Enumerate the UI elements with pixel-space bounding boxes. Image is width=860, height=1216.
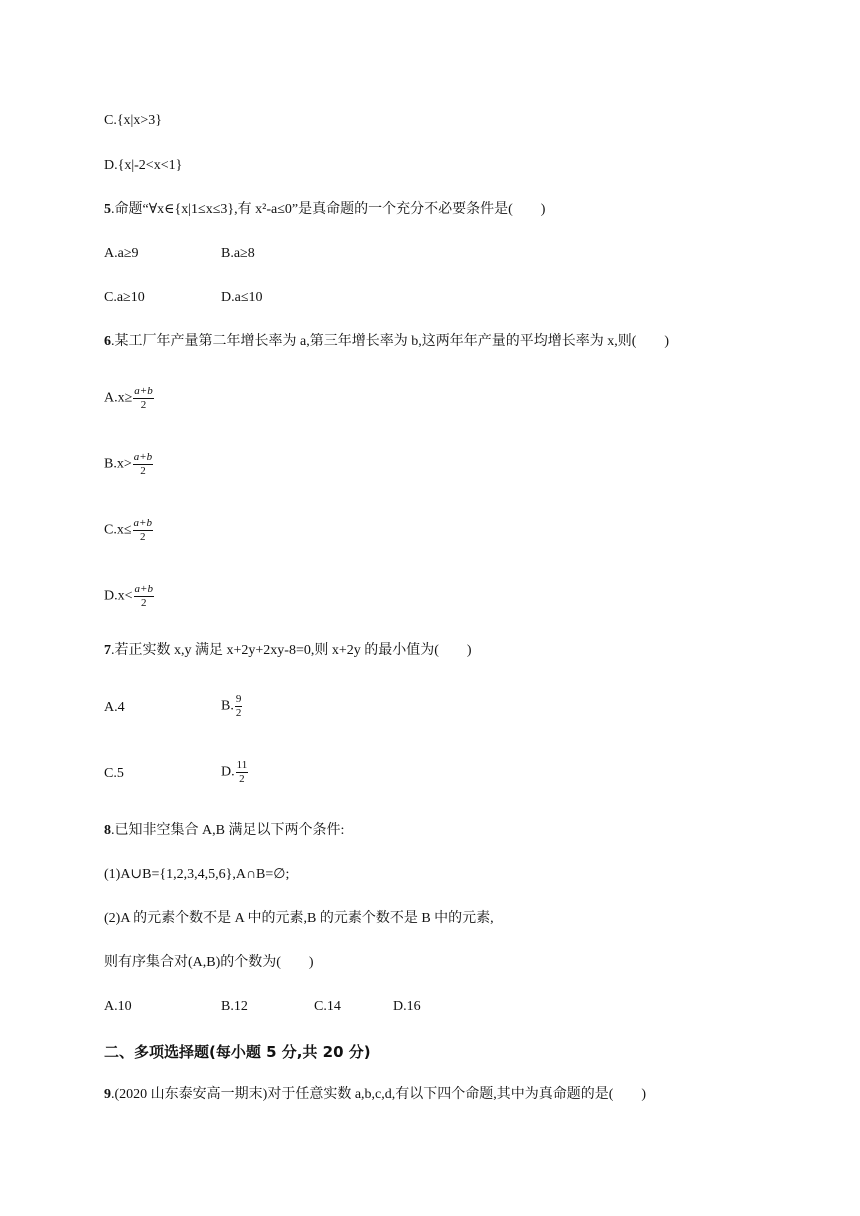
section-heading: 二、多项选择题(每小题 5 分,共 20 分) <box>104 1043 371 1061</box>
fraction-numerator: 9 <box>235 693 242 705</box>
question-number: 7 <box>104 643 111 658</box>
q6-option-d <box>104 584 154 609</box>
fraction-denominator: 2 <box>239 773 245 785</box>
option-prefix: D. <box>221 764 235 780</box>
q8-option-c: C.14 <box>314 999 341 1014</box>
question-9 <box>104 1086 646 1104</box>
question-5 <box>104 201 545 219</box>
fraction <box>235 694 243 719</box>
fraction-denominator: 2 <box>235 707 242 719</box>
fraction <box>133 518 153 543</box>
q7-option-c: C.5 <box>104 766 124 781</box>
fraction <box>133 386 153 411</box>
q8-option-a: A.10 <box>104 999 132 1014</box>
q7-option-a: A.4 <box>104 700 125 715</box>
question-text: .(2020 山东泰安高一期末)对于任意实数 a,b,c,d,有以下四个命题,其中为真命题的是( ) <box>111 1087 647 1102</box>
fraction <box>133 452 153 477</box>
fraction-denominator: 2 <box>140 531 146 543</box>
q5-option-a: A.a≥9 <box>104 246 139 261</box>
question-text: .已知非空集合 A,B 满足以下两个条件: <box>111 823 345 838</box>
option-c-prev: C.{x|x>3} <box>104 113 162 128</box>
question-text: .若正实数 x,y 满足 x+2y+2xy-8=0,则 x+2y 的最小值为( ) <box>111 643 472 658</box>
question-number: 6 <box>104 334 111 349</box>
fraction-numerator: 11 <box>236 759 248 771</box>
question-8 <box>104 822 344 840</box>
q5-option-d: D.a≤10 <box>221 290 263 305</box>
fraction-numerator: a+b <box>134 385 153 397</box>
q7-option-d <box>221 760 248 785</box>
q8-option-b: B.12 <box>221 999 248 1014</box>
option-prefix: A.x≥ <box>104 390 133 406</box>
question-text: .某工厂年产量第二年增长率为 a,第三年增长率为 b,这两年年产量的平均增长率为 x,则( ) <box>111 334 670 349</box>
question-number: 9 <box>104 1087 111 1102</box>
q6-option-c <box>104 518 153 543</box>
fraction-denominator: 2 <box>140 399 147 411</box>
fraction-denominator: 2 <box>140 597 147 609</box>
q5-option-b: B.a≥8 <box>221 246 255 261</box>
q7-option-b <box>221 694 242 719</box>
fraction-numerator: a+b <box>133 451 153 463</box>
q5-option-c: C.a≥10 <box>104 290 145 305</box>
fraction-denominator: 2 <box>140 465 146 477</box>
option-d-prev: D.{x|-2<x<1} <box>104 158 183 173</box>
fraction <box>134 584 154 609</box>
fraction <box>236 760 249 785</box>
option-prefix: C.x≤ <box>104 522 132 538</box>
fraction-numerator: a+b <box>133 517 152 529</box>
option-prefix: B.x> <box>104 456 132 472</box>
q8-option-d: D.16 <box>393 999 421 1014</box>
question-6 <box>104 333 669 351</box>
q8-condition-1: (1)A∪B={1,2,3,4,5,6},A∩B=∅; <box>104 867 290 882</box>
fraction-numerator: a+b <box>134 583 153 595</box>
option-prefix: D.x< <box>104 588 133 604</box>
question-7 <box>104 642 472 660</box>
q6-option-a <box>104 386 154 411</box>
q8-question: 则有序集合对(A,B)的个数为( ) <box>104 955 314 970</box>
question-text: .命题“∀x∈{x|1≤x≤3},有 x²-a≤0”是真命题的一个充分不必要条件是( ) <box>111 202 546 217</box>
option-prefix: B. <box>221 698 234 714</box>
question-number: 5 <box>104 202 111 217</box>
q6-option-b <box>104 452 153 477</box>
q8-condition-2: (2)A 的元素个数不是 A 中的元素,B 的元素个数不是 B 中的元素, <box>104 911 494 926</box>
question-number: 8 <box>104 823 111 838</box>
